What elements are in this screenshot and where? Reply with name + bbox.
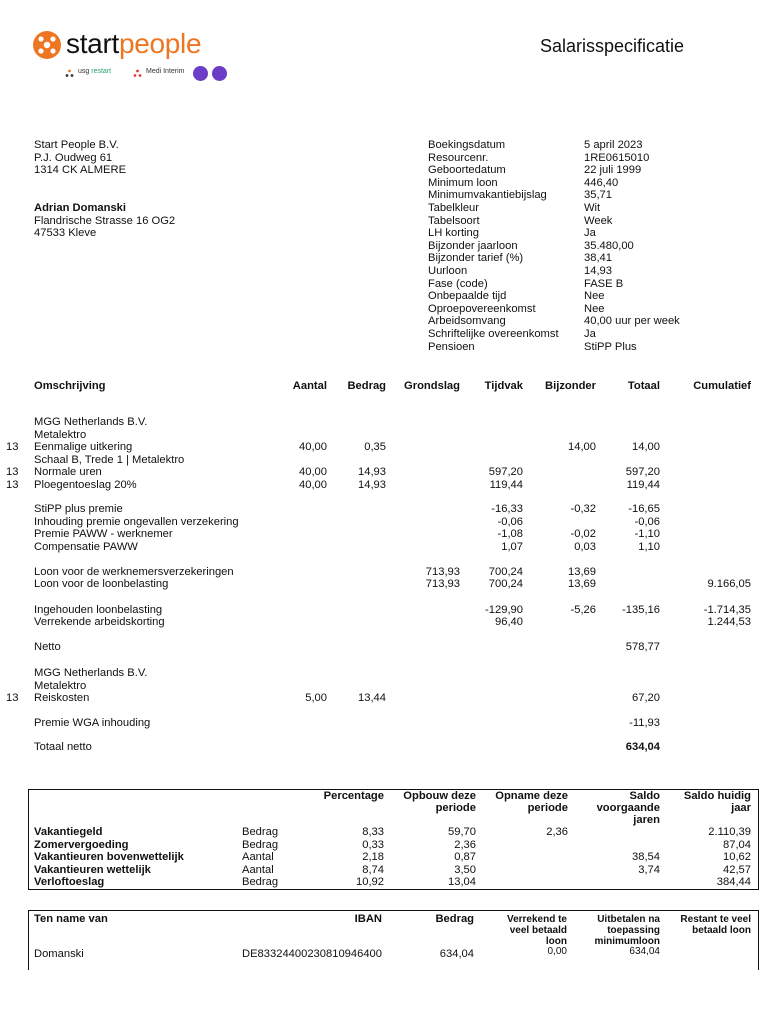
leave-percentage: 10,92 [356, 876, 384, 888]
row-tijdvak: 700,24 [488, 578, 523, 590]
row-bijzonder: 14,00 [568, 441, 596, 453]
col-bedrag: Bedrag [347, 380, 386, 392]
row-aantal: 5,00 [305, 692, 327, 704]
detail-value: Wit [584, 202, 601, 214]
employee-name: Adrian Domanski [34, 202, 127, 214]
row-totaal: 14,00 [632, 441, 660, 453]
detail-value: Week [584, 214, 613, 227]
detail-label: Fase (code) [428, 277, 488, 290]
col-uitbetalen-3: minimumloon [594, 936, 660, 947]
employer-name: Start People B.V. [34, 139, 119, 151]
table-row [0, 441, 768, 454]
employee-city: 47533 Kleve [34, 227, 97, 240]
row-grondslag: 713,93 [425, 566, 460, 578]
col-opname-1: Opname deze [495, 790, 568, 802]
row-description: Premie WGA inhouding [34, 717, 151, 729]
detail-value: 14,93 [584, 265, 612, 277]
main-table-header [0, 380, 768, 393]
detail-label: Resourcenr. [428, 151, 489, 164]
col-aantal: Aantal [292, 380, 327, 392]
row-bedrag: 14,93 [358, 466, 386, 478]
leave-saldo-huidig: 2.110,39 [708, 826, 751, 838]
col-bijzonder: Bijzonder [545, 380, 596, 392]
row-bijzonder: 13,69 [568, 566, 596, 578]
row-totaal: 634,04 [625, 741, 660, 753]
detail-value: Nee [584, 290, 605, 303]
sub-brand-medi: Medi Interim [146, 68, 185, 75]
row-cumulatief: 9.166,05 [707, 578, 751, 590]
detail-value: 38,41 [584, 252, 612, 265]
row-aantal: 40,00 [299, 466, 327, 478]
employee-street: Flandrische Strasse 16 OG2 [34, 214, 176, 227]
medi-star-icon [133, 69, 142, 78]
employee-address [34, 202, 175, 240]
table-row [0, 541, 768, 554]
row-totaal: -0,06 [634, 516, 660, 528]
col-restant-1: Restant te veel [680, 914, 751, 925]
row-description: Compensatie PAWW [34, 541, 138, 553]
row-description: Metalektro [34, 680, 87, 692]
brand-people: people [118, 28, 202, 59]
row-cumulatief: -1.714,35 [703, 604, 751, 616]
col-saldo-vg-3: jaren [633, 814, 660, 826]
detail-value: 22 juli 1999 [584, 164, 642, 177]
uitbetalen-amount: 634,04 [629, 946, 660, 957]
col-cumulatief: Cumulatief [693, 380, 751, 392]
row-tijdvak: 700,24 [488, 566, 523, 578]
sub-brand-usg-restart [78, 67, 111, 76]
table-row [0, 667, 768, 680]
restart-label: restart [91, 68, 112, 75]
detail-value: 35.480,00 [584, 239, 634, 252]
col-grondslag: Grondslag [404, 380, 460, 392]
col-saldo-hj-1: Saldo huidig [683, 790, 751, 802]
col-ten-name-van: Ten name van [34, 913, 108, 925]
detail-label: Onbepaalde tijd [428, 290, 507, 303]
leave-name: Verloftoeslag [34, 876, 105, 888]
row-description: Premie PAWW - werknemer [34, 528, 173, 540]
col-verrekend-1: Verrekend te [506, 914, 567, 925]
col-opbouw-1: Opbouw deze [403, 790, 476, 802]
payment-amount: 634,04 [439, 948, 474, 960]
leave-name: Zomervergoeding [34, 839, 129, 851]
leave-opbouw: 3,50 [454, 864, 476, 876]
col-percentage: Percentage [323, 790, 384, 802]
table-row [0, 616, 768, 629]
leave-saldo-huidig: 87,04 [723, 839, 751, 851]
row-description: Loon voor de loonbelasting [34, 578, 169, 590]
leave-name: Vakantieuren bovenwettelijk [34, 851, 184, 863]
detail-value: 446,40 [584, 176, 619, 189]
detail-value: 40,00 uur per week [584, 315, 680, 328]
detail-value: Ja [584, 328, 596, 340]
leave-type: Bedrag [242, 839, 279, 851]
purple-badge-icon [193, 66, 208, 81]
row-totaal: -11,93 [629, 717, 660, 729]
table-row [0, 503, 768, 516]
brand-start: start [66, 28, 119, 59]
row-bijzonder: 13,69 [568, 578, 596, 590]
leave-saldo-huidig: 42,57 [723, 864, 751, 876]
row-code: 13 [6, 692, 19, 704]
row-bijzonder: -5,26 [570, 604, 596, 616]
row-description: Ingehouden loonbelasting [34, 604, 163, 616]
leave-opbouw: 2,36 [454, 839, 476, 851]
table-row [0, 692, 768, 705]
row-tijdvak: 597,20 [488, 466, 523, 478]
detail-label: Arbeidsomvang [428, 315, 506, 328]
row-bijzonder: -0,02 [570, 528, 596, 540]
detail-label: Boekingsdatum [428, 139, 506, 151]
detail-label: Tabelsoort [428, 214, 480, 227]
detail-value: StiPP Plus [584, 340, 637, 353]
row-totaal: -135,16 [622, 604, 660, 616]
table-row [0, 741, 768, 754]
start-people-logo-icon [32, 30, 62, 60]
detail-label: Schriftelijke overeenkomst [428, 328, 559, 340]
col-verrekend-3: loon [545, 936, 567, 947]
row-description: MGG Netherlands B.V. [34, 667, 148, 679]
table-row [0, 717, 768, 730]
employer-address [34, 139, 126, 177]
detail-value: 35,71 [584, 189, 612, 202]
detail-value: Ja [584, 227, 596, 240]
leave-percentage: 8,74 [362, 864, 384, 876]
row-description: MGG Netherlands B.V. [34, 416, 148, 428]
row-code: 13 [6, 466, 19, 478]
detail-label: Geboortedatum [428, 164, 506, 177]
table-row [0, 851, 768, 864]
page-title: Salarisspecificatie [540, 36, 685, 56]
col-omschrijving: Omschrijving [34, 380, 106, 392]
detail-label: Bijzonder tarief (%) [428, 252, 524, 265]
brand-name [66, 27, 201, 61]
leave-type: Aantal [242, 851, 274, 863]
row-description: Inhouding premie ongevallen verzekering [34, 516, 239, 528]
table-row [0, 466, 768, 479]
row-totaal: 1,10 [638, 541, 660, 553]
detail-value: 5 april 2023 [584, 139, 643, 151]
detail-label: Oproepovereenkomst [428, 302, 536, 315]
table-row [0, 578, 768, 591]
table-row [0, 876, 768, 889]
leave-type: Bedrag [242, 826, 279, 838]
leave-opbouw: 13,04 [448, 876, 476, 888]
row-totaal: 119,44 [626, 479, 660, 491]
leave-opname: 2,36 [546, 826, 568, 838]
row-description: Ploegentoeslag 20% [34, 479, 137, 491]
row-bedrag: 14,93 [358, 479, 386, 491]
detail-label: Minimumvakantiebijslag [428, 189, 547, 202]
row-bedrag: 13,44 [358, 692, 386, 704]
col-uitbetalen-2: toepassing [607, 925, 660, 936]
row-bijzonder: -0,32 [570, 503, 596, 515]
detail-value: Nee [584, 302, 605, 315]
row-tijdvak: -1,08 [497, 528, 523, 540]
col-totaal: Totaal [627, 380, 660, 392]
col-verrekend-2: veel betaald [509, 925, 567, 936]
col-saldo-vg-2: voorgaande [596, 802, 660, 814]
row-bedrag: 0,35 [364, 441, 386, 453]
table-row [0, 528, 768, 541]
col-iban: IBAN [354, 913, 382, 925]
detail-value: 1RE0615010 [584, 151, 650, 164]
row-totaal: -16,65 [628, 503, 660, 515]
col-saldo-vg-1: Saldo [629, 790, 660, 802]
row-bijzonder: 0,03 [574, 541, 596, 553]
leave-name: Vakantiegeld [34, 826, 103, 838]
usg-label: usg [78, 68, 90, 75]
row-description: Schaal B, Trede 1 | Metalektro [34, 454, 185, 466]
purple-badge-icon [212, 66, 227, 81]
leave-percentage: 8,33 [362, 826, 384, 838]
leave-opbouw: 59,70 [448, 826, 476, 838]
row-totaal: 597,20 [625, 466, 660, 478]
row-tijdvak: -129,90 [485, 604, 523, 616]
detail-value: FASE B [584, 277, 624, 290]
leave-type: Bedrag [242, 876, 279, 888]
leave-saldo-huidig: 384,44 [716, 876, 751, 888]
row-description: StiPP plus premie [34, 503, 123, 515]
row-description: Verrekende arbeidskorting [34, 616, 165, 628]
leave-saldo-huidig: 10,62 [723, 851, 751, 863]
row-description: Eenmalige uitkering [34, 441, 133, 453]
leave-saldo-voorgaande: 3,74 [638, 864, 660, 876]
row-description: Metalektro [34, 429, 87, 441]
col-tijdvak: Tijdvak [484, 380, 523, 392]
row-code: 13 [6, 441, 19, 453]
payee-iban: DE83324400230810946400 [242, 948, 382, 960]
detail-label: Tabelkleur [428, 202, 479, 214]
row-tijdvak: -0,06 [497, 516, 523, 528]
row-totaal: -1,10 [634, 528, 660, 540]
row-totaal: 578,77 [625, 641, 660, 653]
col-restant-2: betaald loon [692, 925, 751, 936]
detail-label: Uurloon [428, 265, 468, 277]
leave-saldo-voorgaande: 38,54 [632, 851, 660, 863]
leave-percentage: 0,33 [362, 839, 384, 851]
row-description: Reiskosten [34, 692, 90, 704]
table-row [0, 826, 768, 839]
verrekend-amount: 0,00 [547, 946, 567, 957]
col-bedrag: Bedrag [435, 913, 474, 925]
row-aantal: 40,00 [299, 479, 327, 491]
col-saldo-hj-2: jaar [731, 802, 751, 814]
row-totaal: 67,20 [632, 692, 660, 704]
detail-label: Pensioen [428, 340, 475, 353]
detail-label: Bijzonder jaarloon [428, 239, 518, 252]
col-opbouw-2: periode [435, 802, 476, 814]
usg-star-icon [65, 69, 74, 78]
row-code: 13 [6, 479, 19, 491]
payee-name: Domanski [34, 948, 84, 960]
employer-city: 1314 CK ALMERE [34, 164, 127, 177]
row-aantal: 40,00 [299, 441, 327, 453]
row-tijdvak: 1,07 [501, 541, 523, 553]
row-tijdvak: 96,40 [495, 616, 523, 628]
leave-type: Aantal [242, 864, 274, 876]
row-tijdvak: -16,33 [491, 503, 523, 515]
employer-street: P.J. Oudweg 61 [34, 151, 113, 164]
row-description: Normale uren [34, 466, 102, 478]
detail-label: Minimum loon [428, 176, 498, 189]
row-description: Totaal netto [34, 741, 92, 753]
row-cumulatief: 1.244,53 [707, 616, 751, 628]
leave-opbouw: 0,87 [454, 851, 476, 863]
col-opname-2: periode [527, 802, 568, 814]
detail-label: LH korting [428, 227, 479, 240]
row-description: Netto [34, 641, 61, 653]
table-row [0, 641, 768, 654]
row-grondslag: 713,93 [425, 578, 460, 590]
table-row [0, 416, 768, 429]
col-uitbetalen-1: Uitbetalen na [597, 914, 660, 925]
leave-name: Vakantieuren wettelijk [34, 864, 151, 876]
row-description: Loon voor de werknemersverzekeringen [34, 566, 234, 578]
table-row [0, 479, 768, 492]
leave-percentage: 2,18 [362, 851, 384, 863]
row-tijdvak: 119,44 [489, 479, 523, 491]
